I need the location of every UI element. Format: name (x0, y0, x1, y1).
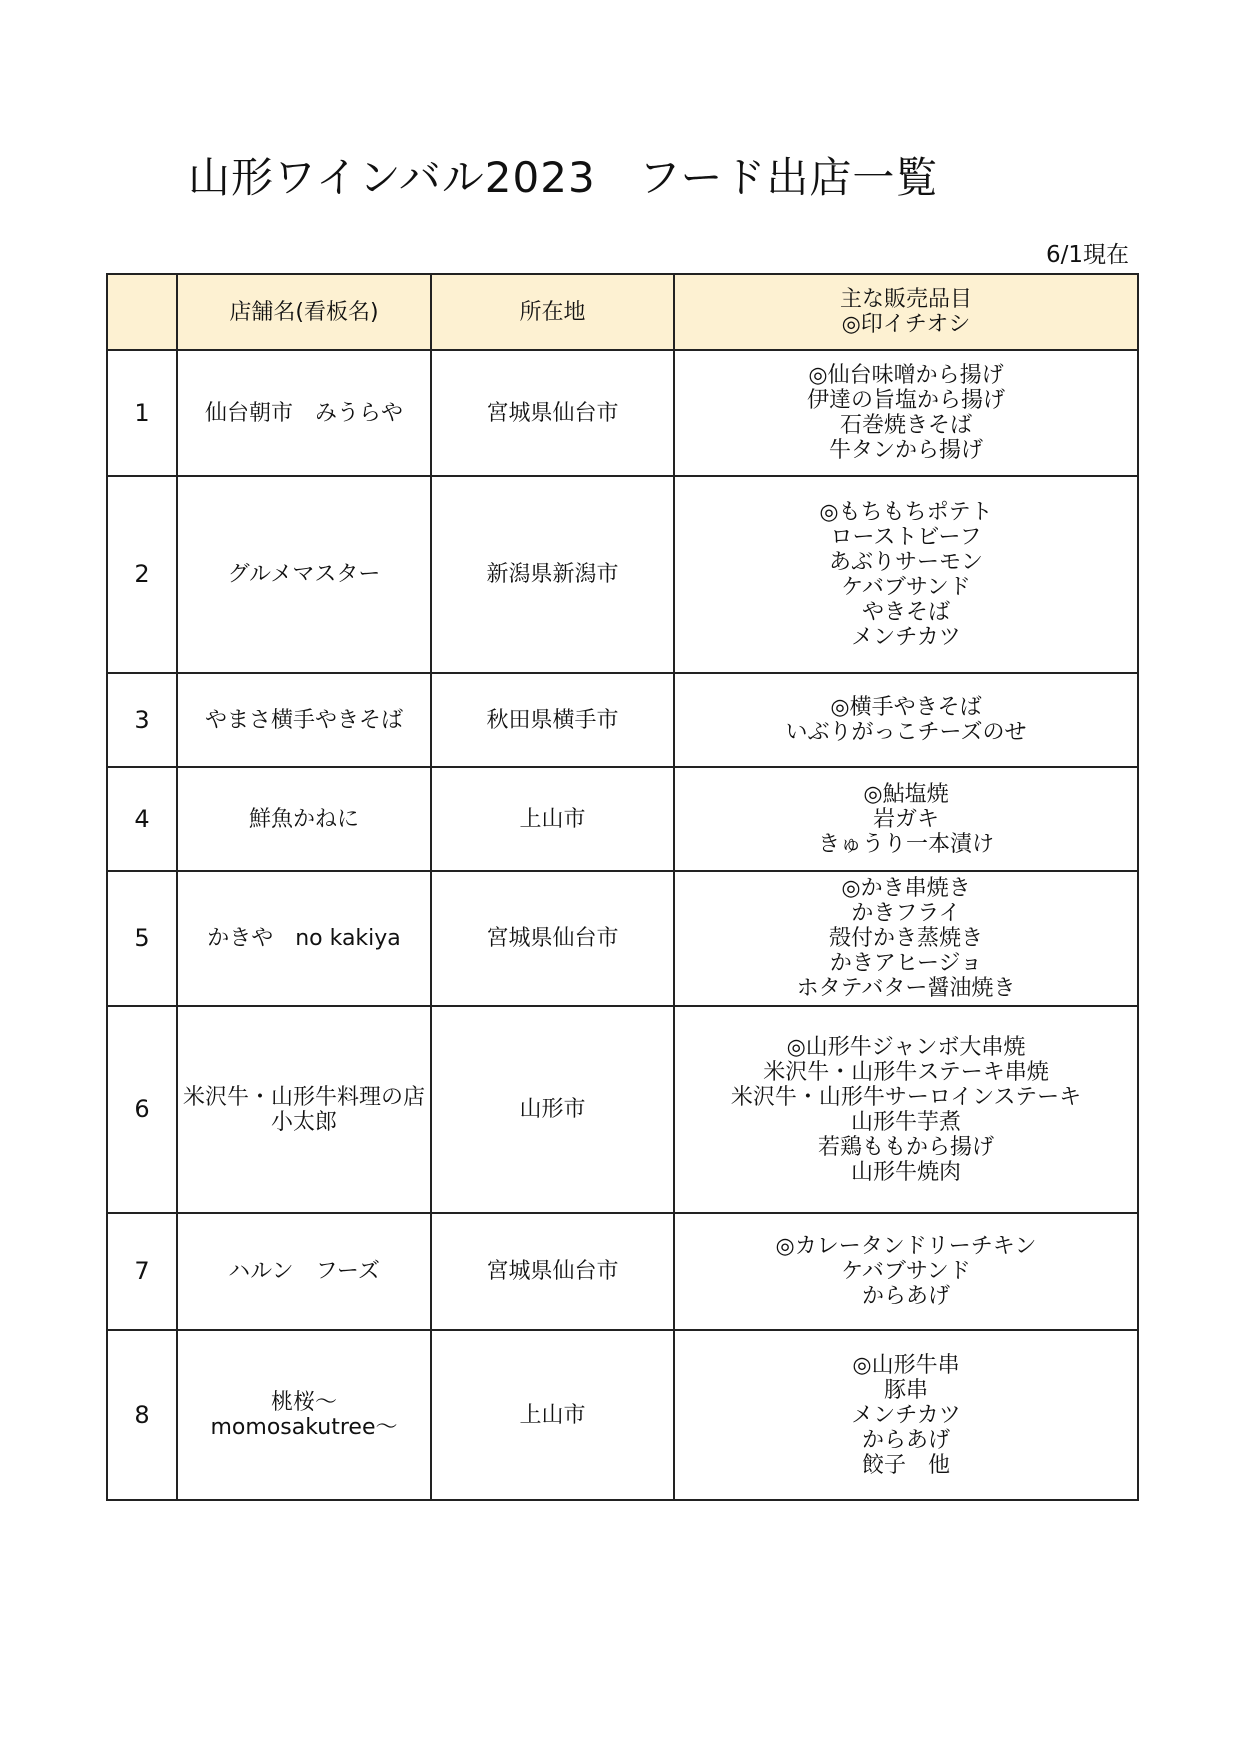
shop-name-cell (177, 1330, 431, 1500)
menu-item: やきそば (861, 599, 950, 625)
shop-name-line: 仙台朝市 みうらや (204, 400, 403, 426)
menu-item: ◎かき串焼き (841, 876, 971, 901)
items-cell (674, 350, 1138, 476)
header-items-note: ◎印イチオシ (841, 312, 971, 337)
shop-name-line: グルメマスター (227, 562, 381, 587)
menu-item: ローストビーフ (830, 524, 982, 550)
location-cell: 宮城県仙台市 (431, 871, 674, 1006)
items-cell (674, 1213, 1138, 1330)
menu-item: ケバブサンド (841, 1259, 971, 1284)
header-items-title: 主な販売品目 (839, 287, 972, 312)
shop-name-line: 小太郎 (270, 1109, 337, 1135)
row-number: 6 (107, 1006, 177, 1213)
menu-item: ◎カレータンドリーチキン (775, 1234, 1037, 1259)
menu-item: いぶりがっこチーズのせ (785, 720, 1027, 745)
menu-item: 山形牛芋煮 (850, 1109, 961, 1135)
shop-name-cell (177, 350, 431, 476)
location-cell: 宮城県仙台市 (431, 1213, 674, 1330)
location-cell: 新潟県新潟市 (431, 476, 674, 673)
row-number: 8 (107, 1330, 177, 1500)
location-cell: 宮城県仙台市 (431, 350, 674, 476)
menu-item: 伊達の旨塩から揚げ (806, 388, 1005, 413)
menu-item: ケバブサンド (841, 574, 971, 600)
header-location: 所在地 (431, 274, 674, 350)
header-shop-name: 店舗名(看板名) (177, 274, 431, 350)
row-number: 4 (107, 767, 177, 871)
location-cell: 秋田県横手市 (431, 673, 674, 767)
shop-name-line: momosakutree～ (210, 1415, 398, 1440)
menu-item: ◎山形牛串 (852, 1352, 960, 1378)
menu-item: 山形牛焼肉 (850, 1159, 961, 1185)
menu-item: あぶりサーモン (828, 549, 983, 575)
page-title: 山形ワインバル2023 フード出店一覧 (188, 153, 939, 202)
location-cell: 上山市 (431, 1330, 674, 1500)
row-number: 5 (107, 871, 177, 1006)
items-cell (674, 1006, 1138, 1213)
shop-name-cell (177, 673, 431, 767)
table-row (107, 1213, 1138, 1330)
header-number (107, 274, 177, 350)
row-number: 1 (107, 350, 177, 476)
table-row (107, 476, 1138, 673)
row-number: 3 (107, 673, 177, 767)
items-cell (674, 1330, 1138, 1500)
table-header-row (107, 274, 1138, 350)
shop-name-line: 鮮魚かねに (248, 806, 359, 832)
menu-item: ◎鮎塩焼 (863, 781, 949, 807)
location-cell: 上山市 (431, 767, 674, 871)
menu-item: きゅうり一本漬け (817, 831, 994, 857)
menu-item: からあげ (861, 1427, 950, 1453)
table-row (107, 767, 1138, 871)
menu-item: 岩ガキ (872, 806, 939, 832)
menu-item: ホタテバター醤油焼き (796, 976, 1016, 1001)
items-cell (674, 871, 1138, 1006)
table-row (107, 1330, 1138, 1500)
items-cell (674, 476, 1138, 673)
menu-item: かきフライ (851, 901, 961, 926)
menu-item: ◎仙台味噌から揚げ (808, 363, 1004, 388)
menu-item: 豚串 (883, 1377, 928, 1403)
table-row (107, 1006, 1138, 1213)
shop-name-cell (177, 871, 431, 1006)
menu-item: かきアヒージョ (829, 951, 983, 976)
table-row (107, 673, 1138, 767)
items-cell (674, 673, 1138, 767)
menu-item: 石巻焼きそば (839, 413, 972, 438)
shop-name-line: 米沢牛・山形牛料理の店 (182, 1084, 425, 1110)
table-row (107, 871, 1138, 1006)
vendor-rows (107, 350, 1138, 1500)
shop-name-cell (177, 476, 431, 673)
menu-item: ◎山形牛ジャンボ大串焼 (786, 1034, 1026, 1060)
menu-item: からあげ (861, 1284, 950, 1309)
menu-item: ◎横手やきそば (830, 695, 982, 720)
menu-item: 餃子 他 (861, 1452, 950, 1478)
vendor-table (106, 273, 1139, 1501)
shop-name-line: やまさ横手やきそば (204, 707, 403, 733)
menu-item: 米沢牛・山形牛ステーキ串焼 (763, 1059, 1049, 1085)
menu-item: 若鶏ももから揚げ (817, 1134, 994, 1160)
shop-name-line: かきや no kakiya (207, 926, 401, 951)
menu-item: 米沢牛・山形牛サーロインステーキ (730, 1084, 1082, 1110)
menu-item: ◎もちもちポテト (819, 499, 993, 525)
items-cell (674, 767, 1138, 871)
menu-item: 殻付かき蒸焼き (828, 926, 983, 951)
row-number: 2 (107, 476, 177, 673)
shop-name-cell (177, 1006, 431, 1213)
location-cell: 山形市 (431, 1006, 674, 1213)
shop-name-cell (177, 767, 431, 871)
shop-name-cell (177, 1213, 431, 1330)
shop-name-line: 桃桜～ (270, 1390, 337, 1415)
menu-item: メンチカツ (851, 1402, 961, 1428)
menu-item: 牛タンから揚げ (828, 438, 983, 463)
menu-item: メンチカツ (851, 624, 961, 650)
table-row (107, 350, 1138, 476)
row-number: 7 (107, 1213, 177, 1330)
header-items (674, 274, 1138, 350)
shop-name-line: ハルン フーズ (228, 1259, 380, 1284)
as-of-date: 6/1現在 (1045, 242, 1129, 268)
